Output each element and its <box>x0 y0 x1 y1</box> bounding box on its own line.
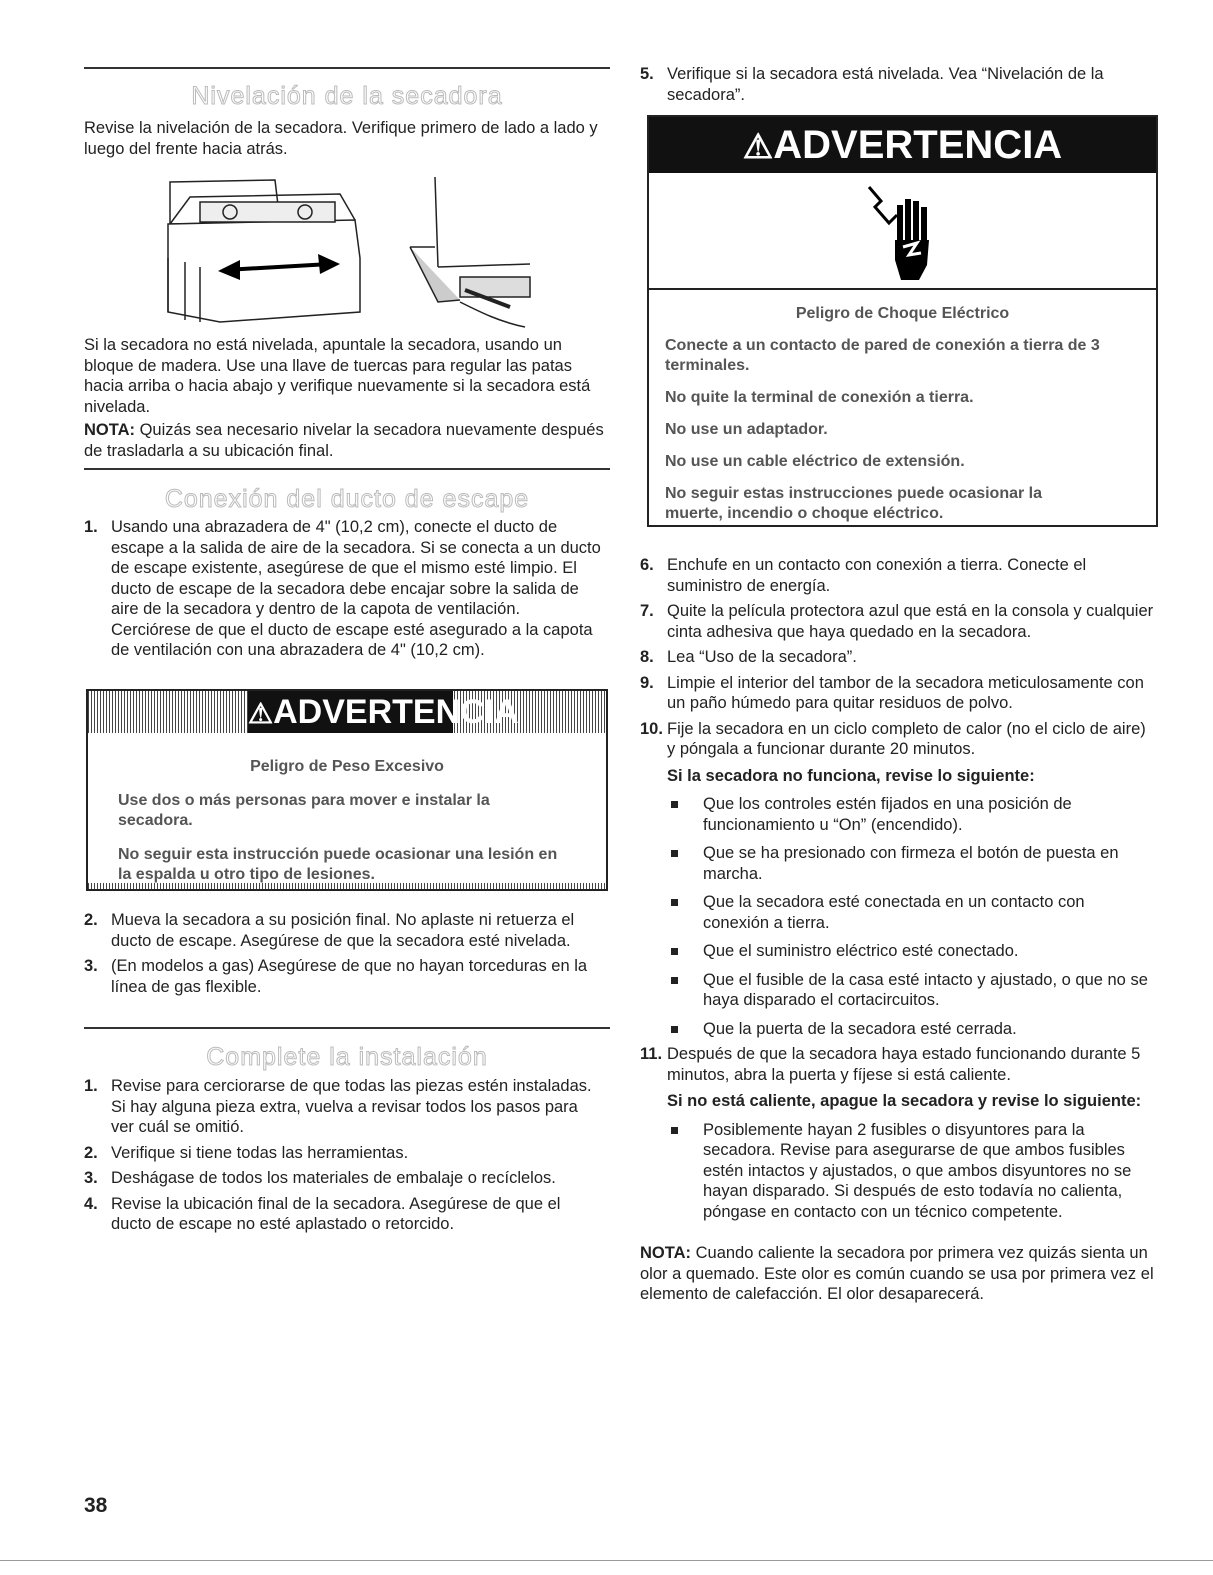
list-item: 4. Revise la ubicación final de la secadora. Asegúrese de que el ducto de escape no esté aplastado o retorcido. <box>84 1194 561 1233</box>
list-item: 3. (En modelos a gas) Asegúrese de que no hayan torceduras en la línea de gas flexible. <box>84 957 588 996</box>
check-list <box>667 794 1155 1039</box>
warning-header <box>649 117 1156 173</box>
section-rule <box>84 1027 610 1029</box>
list-item: 11. Después de que la secadora haya estado funcionando durante 5 minutos, abra la puerta y fíjese si está caliente. Si no está caliente, apague la secadora y revise lo siguiente: Posiblemente hayan 2 fusibles o disyuntores para la secadora. Revise para asegurarse de que ambos fusibles estén intactos y ajustados, o que ambos disyuntores no se hayan disparado. Si después de esto todavía no calienta, póngase en contacto con un técnico competente. <box>640 1044 1155 1222</box>
list-item: 8. Lea “Uso de la secadora”. <box>640 648 857 666</box>
warning-heading <box>248 693 519 732</box>
list-item: 6. Enchufe en un contacto con conexión a tierra. Conecte el suministro de energía. <box>640 556 1087 595</box>
page-number: 38 <box>84 1494 108 1517</box>
step-5 <box>640 64 1155 105</box>
final-note <box>640 1243 1158 1305</box>
check-heading: Si no está caliente, apague la secadora y revise lo siguiente: <box>667 1092 1142 1110</box>
note-text: Quizás sea necesario nivelar la secadora nuevamente después de trasladarla a su ubicación final. <box>84 421 604 460</box>
weight-warning-box <box>86 689 608 891</box>
list-item: Que la puerta de la secadora esté cerrada. <box>667 1019 1155 1040</box>
dryer-leveling-illustration <box>160 172 540 332</box>
weight-warning-line-1: Use dos o más personas para mover e instalar la secadora. <box>118 792 490 829</box>
step-text: Verifique si la secadora está nivelada. Vea “Nivelación de la secadora”. <box>667 65 1104 104</box>
note-label: NOTA: <box>84 421 136 439</box>
leveling-note <box>84 420 604 461</box>
step-number: 5. <box>640 65 654 83</box>
check-list <box>667 1120 1155 1223</box>
note-text: Cuando caliente la secadora por primera vez quizás sienta un olor a quemado. Este olor es común cuando se usa por primera vez el elemento de calefacción. El olor desaparecerá. <box>640 1244 1154 1303</box>
leveling-body: Si la secadora no está nivelada, apuntale la secadora, usando un bloque de madera. Use una llave de tuercas para regular las patas hacia arriba o hacia abajo y verifique nuevamente si la secadora está nivelada. <box>84 336 591 416</box>
steps-6-10 <box>640 555 1155 1227</box>
warning-header <box>88 691 606 733</box>
electric-warning-box <box>647 115 1158 527</box>
section-rule <box>84 468 610 470</box>
weight-warning-line-2: No seguir esta instrucción puede ocasionar una lesión en la espalda u otro tipo de lesiones. <box>118 846 558 883</box>
section-title-exhaust: Conexión del ducto de escape <box>164 485 530 513</box>
list-item: 2. Mueva la secadora a su posición final. No aplaste ni retuerza el ducto de escape. Asegúrese de que la secadora esté nivelada. <box>84 911 575 950</box>
list-item: 10. Fije la secadora en un ciclo completo de calor (no el ciclo de aire) y póngala a funcionar durante 20 minutos. Si la secadora no funciona, revise lo siguiente: Que los controles estén fijados en una posición de funcionamiento u “On” (encendido). Que se ha presionado con firmeza el botón de puesta en marcha. Que la secadora esté conectada en un contacto con conexión a tierra. Que el suministro eléctrico esté conectado. Que el fusible de la casa esté intacto y ajustado, o que no se haya disparado el cortacircuitos. Que la puerta de la secadora esté cerrada. <box>640 719 1155 1040</box>
exhaust-step-1 <box>84 517 604 661</box>
list-item: 9. Limpie el interior del tambor de la secadora meticulosamente con un paño húmedo para quitar residuos de polvo. <box>640 673 1144 712</box>
shock-icon-area <box>649 173 1156 290</box>
section-rule <box>84 67 610 69</box>
page-bottom-rule <box>0 1560 1213 1561</box>
step-text: Usando una abrazadera de 4" (10,2 cm), conecte el ducto de escape a la salida de aire de la secadora. Si se conecta a un ducto de escape existente, asegúrese de que el mismo esté limpio. El ducto de escape de la secadora debe encajar sobre la salida de aire de la secadora y dentro de la capota de ventilación. Cerciórese de que el ducto de escape esté asegurado a la capota de ventilación con una abrazadera de 4" (10,2 cm). <box>111 518 601 659</box>
warning-heading-text: ADVERTENCIA <box>273 693 519 731</box>
warning-heading-text: ADVERTENCIA <box>773 123 1063 167</box>
electric-warning-line: No seguir estas instrucciones puede ocasionar la muerte, incendio o choque eléctrico. <box>665 485 1043 522</box>
warning-triangle-icon: ⚠ <box>742 128 774 166</box>
check-heading: Si la secadora no funciona, revise lo siguiente: <box>667 766 1035 785</box>
list-item: 7. Quite la película protectora azul que está en la consola y cualquier cinta adhesiva que haya quedado en la secadora. <box>640 602 1154 641</box>
step-number: 1. <box>84 518 98 536</box>
electric-warning-line: No quite la terminal de conexión a tierra. <box>665 389 974 406</box>
list-item: Que los controles estén fijados en una posición de funcionamiento u “On” (encendido). <box>667 794 1155 835</box>
complete-steps <box>84 1076 604 1240</box>
warning-triangle-icon: ⚠ <box>248 698 274 729</box>
note-label: NOTA: <box>640 1244 692 1262</box>
list-item: 3. Deshágase de todos los materiales de embalaje o recíclelos. <box>84 1169 556 1187</box>
exhaust-steps <box>84 910 604 1002</box>
weight-hazard: Peligro de Peso Excesivo <box>250 758 444 775</box>
section-title-leveling: Nivelación de la secadora <box>191 82 503 110</box>
list-item: Que la secadora esté conectada en un contacto con conexión a tierra. <box>667 892 1155 933</box>
electric-warning-line: Conecte a un contacto de pared de conexión a tierra de 3 terminales. <box>665 337 1100 374</box>
list-item: Que el suministro eléctrico esté conectado. <box>667 941 1155 962</box>
section-title-complete: Complete la instalación <box>206 1043 488 1071</box>
electric-hazard: Peligro de Choque Eléctrico <box>795 305 1010 322</box>
leveling-intro: Revise la nivelación de la secadora. Verifique primero de lado a lado y luego del frente hacia atrás. <box>84 119 598 158</box>
list-item: 1. Revise para cerciorarse de que todas las piezas estén instaladas. Si hay alguna pieza extra, vuelva a revisar todos los pasos para ver cuál se omitió. <box>84 1077 592 1136</box>
list-item: 2. Verifique si tiene todas las herramientas. <box>84 1143 409 1162</box>
electric-warning-line: No use un adaptador. <box>665 421 828 438</box>
list-item: Que el fusible de la casa esté intacto y ajustado, o que no se haya disparado el cortacircuitos. <box>667 970 1155 1011</box>
electric-warning-line: No use un cable eléctrico de extensión. <box>665 453 965 470</box>
list-item: Que se ha presionado con firmeza el botón de puesta en marcha. <box>667 843 1155 884</box>
list-item: Posiblemente hayan 2 fusibles o disyuntores para la secadora. Revise para asegurarse de que ambos fusibles estén intactos y ajustados, o que ambos disyuntores no se hayan disparado. Si después de esto todavía no calienta, póngase en contacto con un técnico competente. <box>667 1120 1155 1223</box>
warning-bottom-hatch <box>88 883 606 889</box>
electric-shock-icon <box>867 185 937 280</box>
